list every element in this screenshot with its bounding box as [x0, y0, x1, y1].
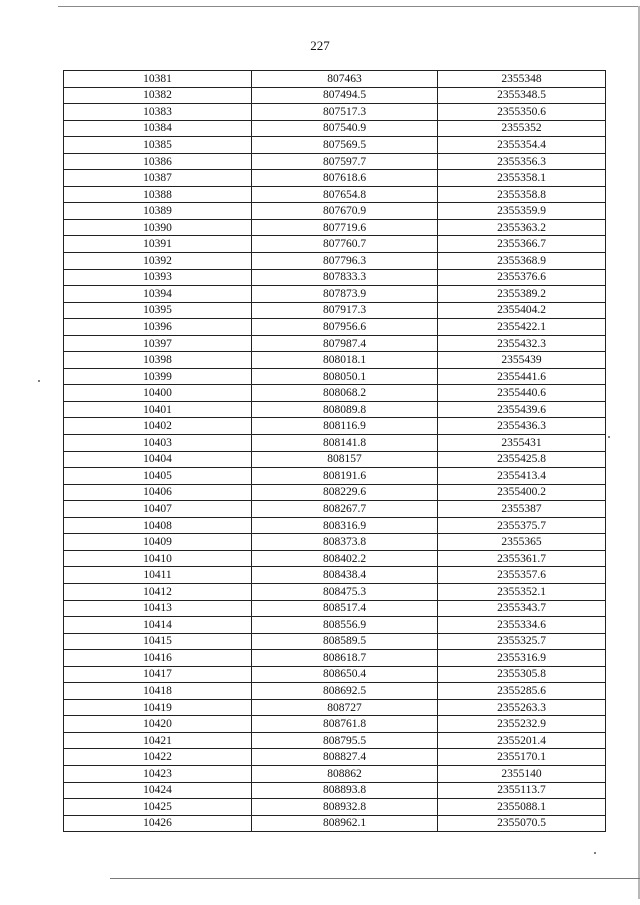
table-row [64, 501, 606, 518]
x-coordinate-cell: 808157 [252, 451, 438, 468]
point-number-cell: 10399 [64, 368, 252, 385]
point-number-cell: 10406 [64, 484, 252, 501]
scan-edge-top [58, 6, 640, 7]
table-row [64, 385, 606, 402]
x-coordinate-cell: 808316.9 [252, 517, 438, 534]
x-coordinate-cell: 808089.8 [252, 401, 438, 418]
table-row [64, 699, 606, 716]
x-coordinate-cell: 808962.1 [252, 815, 438, 832]
x-coordinate-cell: 807719.6 [252, 219, 438, 236]
table-row [64, 517, 606, 534]
x-coordinate-cell: 808191.6 [252, 468, 438, 485]
page-number: 227 [310, 38, 330, 53]
point-number-cell: 10395 [64, 302, 252, 319]
table-row [64, 253, 606, 270]
point-number-cell: 10405 [64, 468, 252, 485]
x-coordinate-cell: 807463 [252, 71, 438, 88]
table-row [64, 451, 606, 468]
table-row [64, 749, 606, 766]
y-coordinate-cell: 2355375.7 [438, 517, 606, 534]
y-coordinate-cell: 2355343.7 [438, 600, 606, 617]
y-coordinate-cell: 2355263.3 [438, 699, 606, 716]
x-coordinate-cell: 807760.7 [252, 236, 438, 253]
table-row [64, 104, 606, 121]
x-coordinate-cell: 808475.3 [252, 583, 438, 600]
x-coordinate-cell: 808827.4 [252, 749, 438, 766]
point-number-cell: 10414 [64, 617, 252, 634]
point-number-cell: 10400 [64, 385, 252, 402]
point-number-cell: 10383 [64, 104, 252, 121]
point-number-cell: 10419 [64, 699, 252, 716]
point-number-cell: 10394 [64, 286, 252, 303]
point-number-cell: 10382 [64, 87, 252, 104]
point-number-cell: 10393 [64, 269, 252, 286]
scan-edge-bottom [110, 878, 640, 879]
point-number-cell: 10391 [64, 236, 252, 253]
table-row [64, 617, 606, 634]
y-coordinate-cell: 2355425.8 [438, 451, 606, 468]
point-number-cell: 10417 [64, 666, 252, 683]
x-coordinate-cell: 807517.3 [252, 104, 438, 121]
y-coordinate-cell: 2355440.6 [438, 385, 606, 402]
table-row [64, 71, 606, 88]
y-coordinate-cell: 2355365 [438, 534, 606, 551]
point-number-cell: 10407 [64, 501, 252, 518]
point-number-cell: 10424 [64, 782, 252, 799]
x-coordinate-cell: 808727 [252, 699, 438, 716]
y-coordinate-cell: 2355389.2 [438, 286, 606, 303]
table-row [64, 716, 606, 733]
y-coordinate-cell: 2355352.1 [438, 583, 606, 600]
table-row [64, 650, 606, 667]
table-row [64, 799, 606, 816]
point-number-cell: 10416 [64, 650, 252, 667]
y-coordinate-cell: 2355359.9 [438, 203, 606, 220]
table-row [64, 732, 606, 749]
table-row [64, 335, 606, 352]
table-row [64, 352, 606, 369]
y-coordinate-cell: 2355404.2 [438, 302, 606, 319]
y-coordinate-cell: 2355439 [438, 352, 606, 369]
y-coordinate-cell: 2355422.1 [438, 319, 606, 336]
table-row [64, 137, 606, 154]
y-coordinate-cell: 2355201.4 [438, 732, 606, 749]
table-row [64, 468, 606, 485]
point-number-cell: 10422 [64, 749, 252, 766]
x-coordinate-cell: 808556.9 [252, 617, 438, 634]
x-coordinate-cell: 807618.6 [252, 170, 438, 187]
point-number-cell: 10385 [64, 137, 252, 154]
x-coordinate-cell: 808517.4 [252, 600, 438, 617]
y-coordinate-cell: 2355140 [438, 765, 606, 782]
y-coordinate-cell: 2355070.5 [438, 815, 606, 832]
y-coordinate-cell: 2355376.6 [438, 269, 606, 286]
table-row [64, 550, 606, 567]
point-number-cell: 10426 [64, 815, 252, 832]
point-number-cell: 10409 [64, 534, 252, 551]
table-row [64, 203, 606, 220]
table-row [64, 219, 606, 236]
table-row [64, 186, 606, 203]
point-number-cell: 10420 [64, 716, 252, 733]
x-coordinate-cell: 807654.8 [252, 186, 438, 203]
x-coordinate-cell: 807956.6 [252, 319, 438, 336]
y-coordinate-cell: 2355170.1 [438, 749, 606, 766]
x-coordinate-cell: 807597.7 [252, 153, 438, 170]
point-number-cell: 10384 [64, 120, 252, 137]
point-number-cell: 10415 [64, 633, 252, 650]
y-coordinate-cell: 2355354.4 [438, 137, 606, 154]
y-coordinate-cell: 2355350.6 [438, 104, 606, 121]
x-coordinate-cell: 808018.1 [252, 352, 438, 369]
x-coordinate-cell: 807569.5 [252, 137, 438, 154]
y-coordinate-cell: 2355413.4 [438, 468, 606, 485]
point-number-cell: 10387 [64, 170, 252, 187]
y-coordinate-cell: 2355432.3 [438, 335, 606, 352]
point-number-cell: 10403 [64, 435, 252, 452]
point-number-cell: 10423 [64, 765, 252, 782]
x-coordinate-cell: 808618.7 [252, 650, 438, 667]
y-coordinate-cell: 2355387 [438, 501, 606, 518]
table-row [64, 484, 606, 501]
x-coordinate-cell: 808050.1 [252, 368, 438, 385]
y-coordinate-cell: 2355368.9 [438, 253, 606, 270]
point-number-cell: 10425 [64, 799, 252, 816]
x-coordinate-cell: 807917.3 [252, 302, 438, 319]
x-coordinate-cell: 808692.5 [252, 683, 438, 700]
point-number-cell: 10396 [64, 319, 252, 336]
point-number-cell: 10397 [64, 335, 252, 352]
table-row [64, 666, 606, 683]
x-coordinate-cell: 808795.5 [252, 732, 438, 749]
point-number-cell: 10411 [64, 567, 252, 584]
point-number-cell: 10410 [64, 550, 252, 567]
y-coordinate-cell: 2355348 [438, 71, 606, 88]
x-coordinate-cell: 808141.8 [252, 435, 438, 452]
x-coordinate-cell: 808589.5 [252, 633, 438, 650]
scan-speck [594, 852, 596, 854]
y-coordinate-cell: 2355325.7 [438, 633, 606, 650]
y-coordinate-cell: 2355366.7 [438, 236, 606, 253]
table-row [64, 153, 606, 170]
table-row [64, 534, 606, 551]
table-row [64, 302, 606, 319]
x-coordinate-cell: 807873.9 [252, 286, 438, 303]
point-number-cell: 10389 [64, 203, 252, 220]
table-row [64, 418, 606, 435]
point-number-cell: 10421 [64, 732, 252, 749]
y-coordinate-cell: 2355358.8 [438, 186, 606, 203]
table-row [64, 401, 606, 418]
x-coordinate-cell: 808373.8 [252, 534, 438, 551]
x-coordinate-cell: 808267.7 [252, 501, 438, 518]
y-coordinate-cell: 2355305.8 [438, 666, 606, 683]
y-coordinate-cell: 2355348.5 [438, 87, 606, 104]
point-number-cell: 10398 [64, 352, 252, 369]
x-coordinate-cell: 807540.9 [252, 120, 438, 137]
y-coordinate-cell: 2355441.6 [438, 368, 606, 385]
x-coordinate-cell: 808893.8 [252, 782, 438, 799]
table-row [64, 683, 606, 700]
y-coordinate-cell: 2355358.1 [438, 170, 606, 187]
table-row [64, 567, 606, 584]
table-row [64, 269, 606, 286]
x-coordinate-cell: 808862 [252, 765, 438, 782]
y-coordinate-cell: 2355431 [438, 435, 606, 452]
point-number-cell: 10413 [64, 600, 252, 617]
table-row [64, 170, 606, 187]
x-coordinate-cell: 808650.4 [252, 666, 438, 683]
table-row [64, 368, 606, 385]
point-number-cell: 10386 [64, 153, 252, 170]
x-coordinate-cell: 808932.8 [252, 799, 438, 816]
x-coordinate-cell: 807494.5 [252, 87, 438, 104]
table-row [64, 319, 606, 336]
table-row [64, 600, 606, 617]
point-number-cell: 10392 [64, 253, 252, 270]
y-coordinate-cell: 2355113.7 [438, 782, 606, 799]
point-number-cell: 10404 [64, 451, 252, 468]
point-number-cell: 10388 [64, 186, 252, 203]
x-coordinate-cell: 808438.4 [252, 567, 438, 584]
scan-speck [608, 436, 610, 438]
y-coordinate-cell: 2355356.3 [438, 153, 606, 170]
point-number-cell: 10381 [64, 71, 252, 88]
y-coordinate-cell: 2355436.3 [438, 418, 606, 435]
y-coordinate-cell: 2355232.9 [438, 716, 606, 733]
y-coordinate-cell: 2355357.6 [438, 567, 606, 584]
x-coordinate-cell: 807833.3 [252, 269, 438, 286]
y-coordinate-cell: 2355316.9 [438, 650, 606, 667]
x-coordinate-cell: 808068.2 [252, 385, 438, 402]
y-coordinate-cell: 2355334.6 [438, 617, 606, 634]
point-number-cell: 10408 [64, 517, 252, 534]
point-number-cell: 10412 [64, 583, 252, 600]
y-coordinate-cell: 2355285.6 [438, 683, 606, 700]
point-number-cell: 10402 [64, 418, 252, 435]
y-coordinate-cell: 2355363.2 [438, 219, 606, 236]
table-row [64, 782, 606, 799]
table-row [64, 286, 606, 303]
x-coordinate-cell: 807796.3 [252, 253, 438, 270]
table-row [64, 87, 606, 104]
y-coordinate-cell: 2355352 [438, 120, 606, 137]
scan-speck [38, 380, 40, 382]
x-coordinate-cell: 808229.6 [252, 484, 438, 501]
table-row [64, 236, 606, 253]
coordinate-table [63, 70, 606, 832]
x-coordinate-cell: 808116.9 [252, 418, 438, 435]
point-number-cell: 10401 [64, 401, 252, 418]
point-number-cell: 10418 [64, 683, 252, 700]
table-row [64, 633, 606, 650]
coordinate-table-body [64, 71, 606, 832]
y-coordinate-cell: 2355400.2 [438, 484, 606, 501]
point-number-cell: 10390 [64, 219, 252, 236]
x-coordinate-cell: 807987.4 [252, 335, 438, 352]
table-row [64, 120, 606, 137]
table-row [64, 765, 606, 782]
x-coordinate-cell: 807670.9 [252, 203, 438, 220]
y-coordinate-cell: 2355088.1 [438, 799, 606, 816]
x-coordinate-cell: 808402.2 [252, 550, 438, 567]
table-row [64, 435, 606, 452]
x-coordinate-cell: 808761.8 [252, 716, 438, 733]
table-row [64, 815, 606, 832]
table-row [64, 583, 606, 600]
y-coordinate-cell: 2355361.7 [438, 550, 606, 567]
y-coordinate-cell: 2355439.6 [438, 401, 606, 418]
